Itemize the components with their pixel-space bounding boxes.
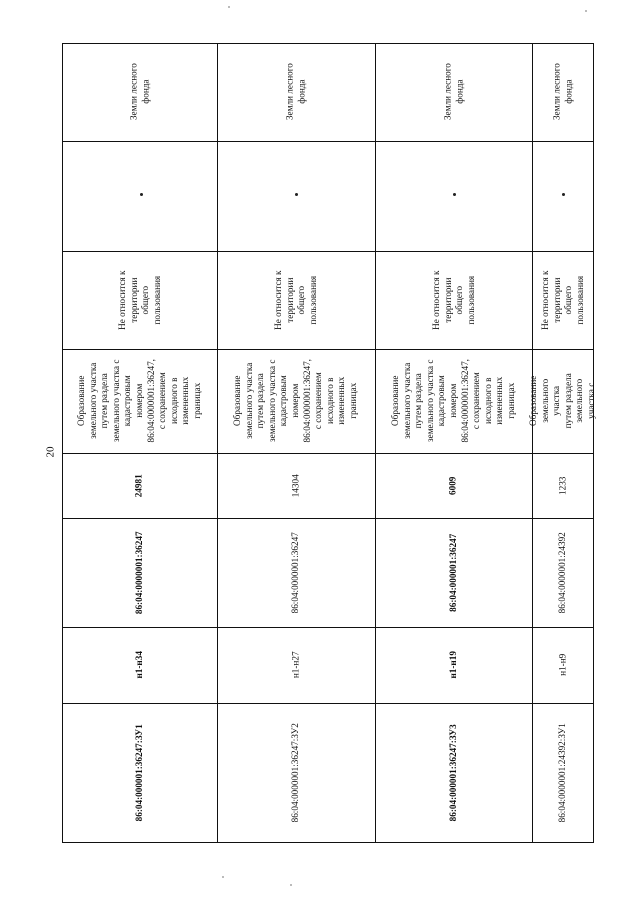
points-cell: [62, 627, 217, 703]
dash-mark: [295, 193, 298, 196]
source-parcel-extra-cell: [532, 141, 594, 251]
method-text: Образование земельного участка путем раздела земельного участка с: [528, 373, 597, 429]
source-parcel-extra-cell: [62, 141, 217, 251]
category-cell: [532, 43, 594, 141]
common-use-cell: [532, 251, 594, 349]
area-text: 1233: [557, 476, 568, 495]
source-parcel-extra-cell: [217, 141, 375, 251]
category-text: Земли лесного фонда: [441, 63, 464, 121]
scan-speck: [222, 876, 224, 878]
area-text: 14304: [290, 474, 301, 497]
source-parcel-cell: [217, 518, 375, 627]
common-use-text: Не относится к территории общего пользования: [430, 270, 476, 330]
points-cell: [217, 627, 375, 703]
parcel-id-text: 86:04:0000001:36247:ЗУ2: [290, 723, 301, 823]
parcel-id-cell: [375, 703, 532, 843]
category-cell: [62, 43, 217, 141]
method-text: Образование земельного участка путем раздела земельного участка с кадастровым номером 86:04:0000001:36247, с сохранением исходного в измененных границах: [232, 359, 359, 443]
parcel-id-text: 86:04:000001:36247:ЗУ3: [447, 724, 458, 822]
parcel-id-cell: [62, 703, 217, 843]
source-parcel-cell: [532, 518, 594, 627]
points-cell: [375, 627, 532, 703]
page-number: 20: [44, 446, 56, 458]
common-use-text: Не относится к территории общего пользования: [116, 270, 162, 330]
parcel-id-cell: [217, 703, 375, 843]
category-text: Земли лесного фонда: [551, 63, 573, 121]
area-cell: [532, 453, 594, 518]
dash-mark: [562, 193, 565, 196]
parcel-id-text: 86:04:000001:36247:ЗУ1: [133, 724, 144, 822]
points-text: н1-н27: [290, 651, 301, 679]
source-parcel-extra-cell: [375, 141, 532, 251]
area-text: 24981: [133, 474, 144, 497]
scan-speck: [290, 884, 292, 886]
category-text: Земли лесного фонда: [284, 63, 306, 121]
common-use-text: Не относится к территории общего пользования: [272, 270, 318, 330]
area-text: 6009: [447, 476, 458, 495]
method-cell: [528, 349, 597, 453]
parcel-id-cell: [532, 703, 594, 843]
land-parcel-table: [62, 43, 597, 843]
dash-mark: [140, 193, 143, 196]
source-parcel-text: 86:04:0000001:36247: [133, 531, 144, 614]
source-parcel-text: 86:04:000001:36247: [447, 533, 458, 612]
source-parcel-text: 86:04:0000001:24392: [557, 531, 568, 614]
method-cell: [217, 349, 375, 453]
points-text: н1-н9: [557, 653, 568, 677]
method-text: Образование земельного участка путем раздела земельного участка с кадастровым номером 86:04:0000001:36247, с сохранением исходного в измененных границах: [75, 359, 202, 443]
dash-mark: [453, 193, 456, 196]
points-text: н1-н19: [447, 651, 458, 679]
points-text: н1-н34: [133, 651, 144, 679]
source-parcel-cell: [62, 518, 217, 627]
method-text: Образование земельного участка путем раздела земельного участка с кадастровым номером 86:04:0000001:36247, с сохранением исходного в измененных границах: [389, 359, 516, 443]
page-number-box: [40, 432, 60, 472]
points-cell: [532, 627, 594, 703]
parcel-id-text: 86:04:0000001:24392:ЗУ1: [557, 723, 568, 823]
method-cell: [62, 349, 217, 453]
category-cell: [217, 43, 375, 141]
category-cell: [375, 43, 532, 141]
source-parcel-text: 86:04:0000001:36247: [290, 531, 301, 614]
scan-speck: [228, 6, 230, 8]
source-parcel-cell: [375, 518, 532, 627]
category-text: Земли лесного фонда: [127, 63, 150, 121]
scan-speck: [585, 10, 587, 12]
common-use-text: Не относится к территории общего пользования: [539, 270, 585, 330]
method-cell: [375, 349, 532, 453]
